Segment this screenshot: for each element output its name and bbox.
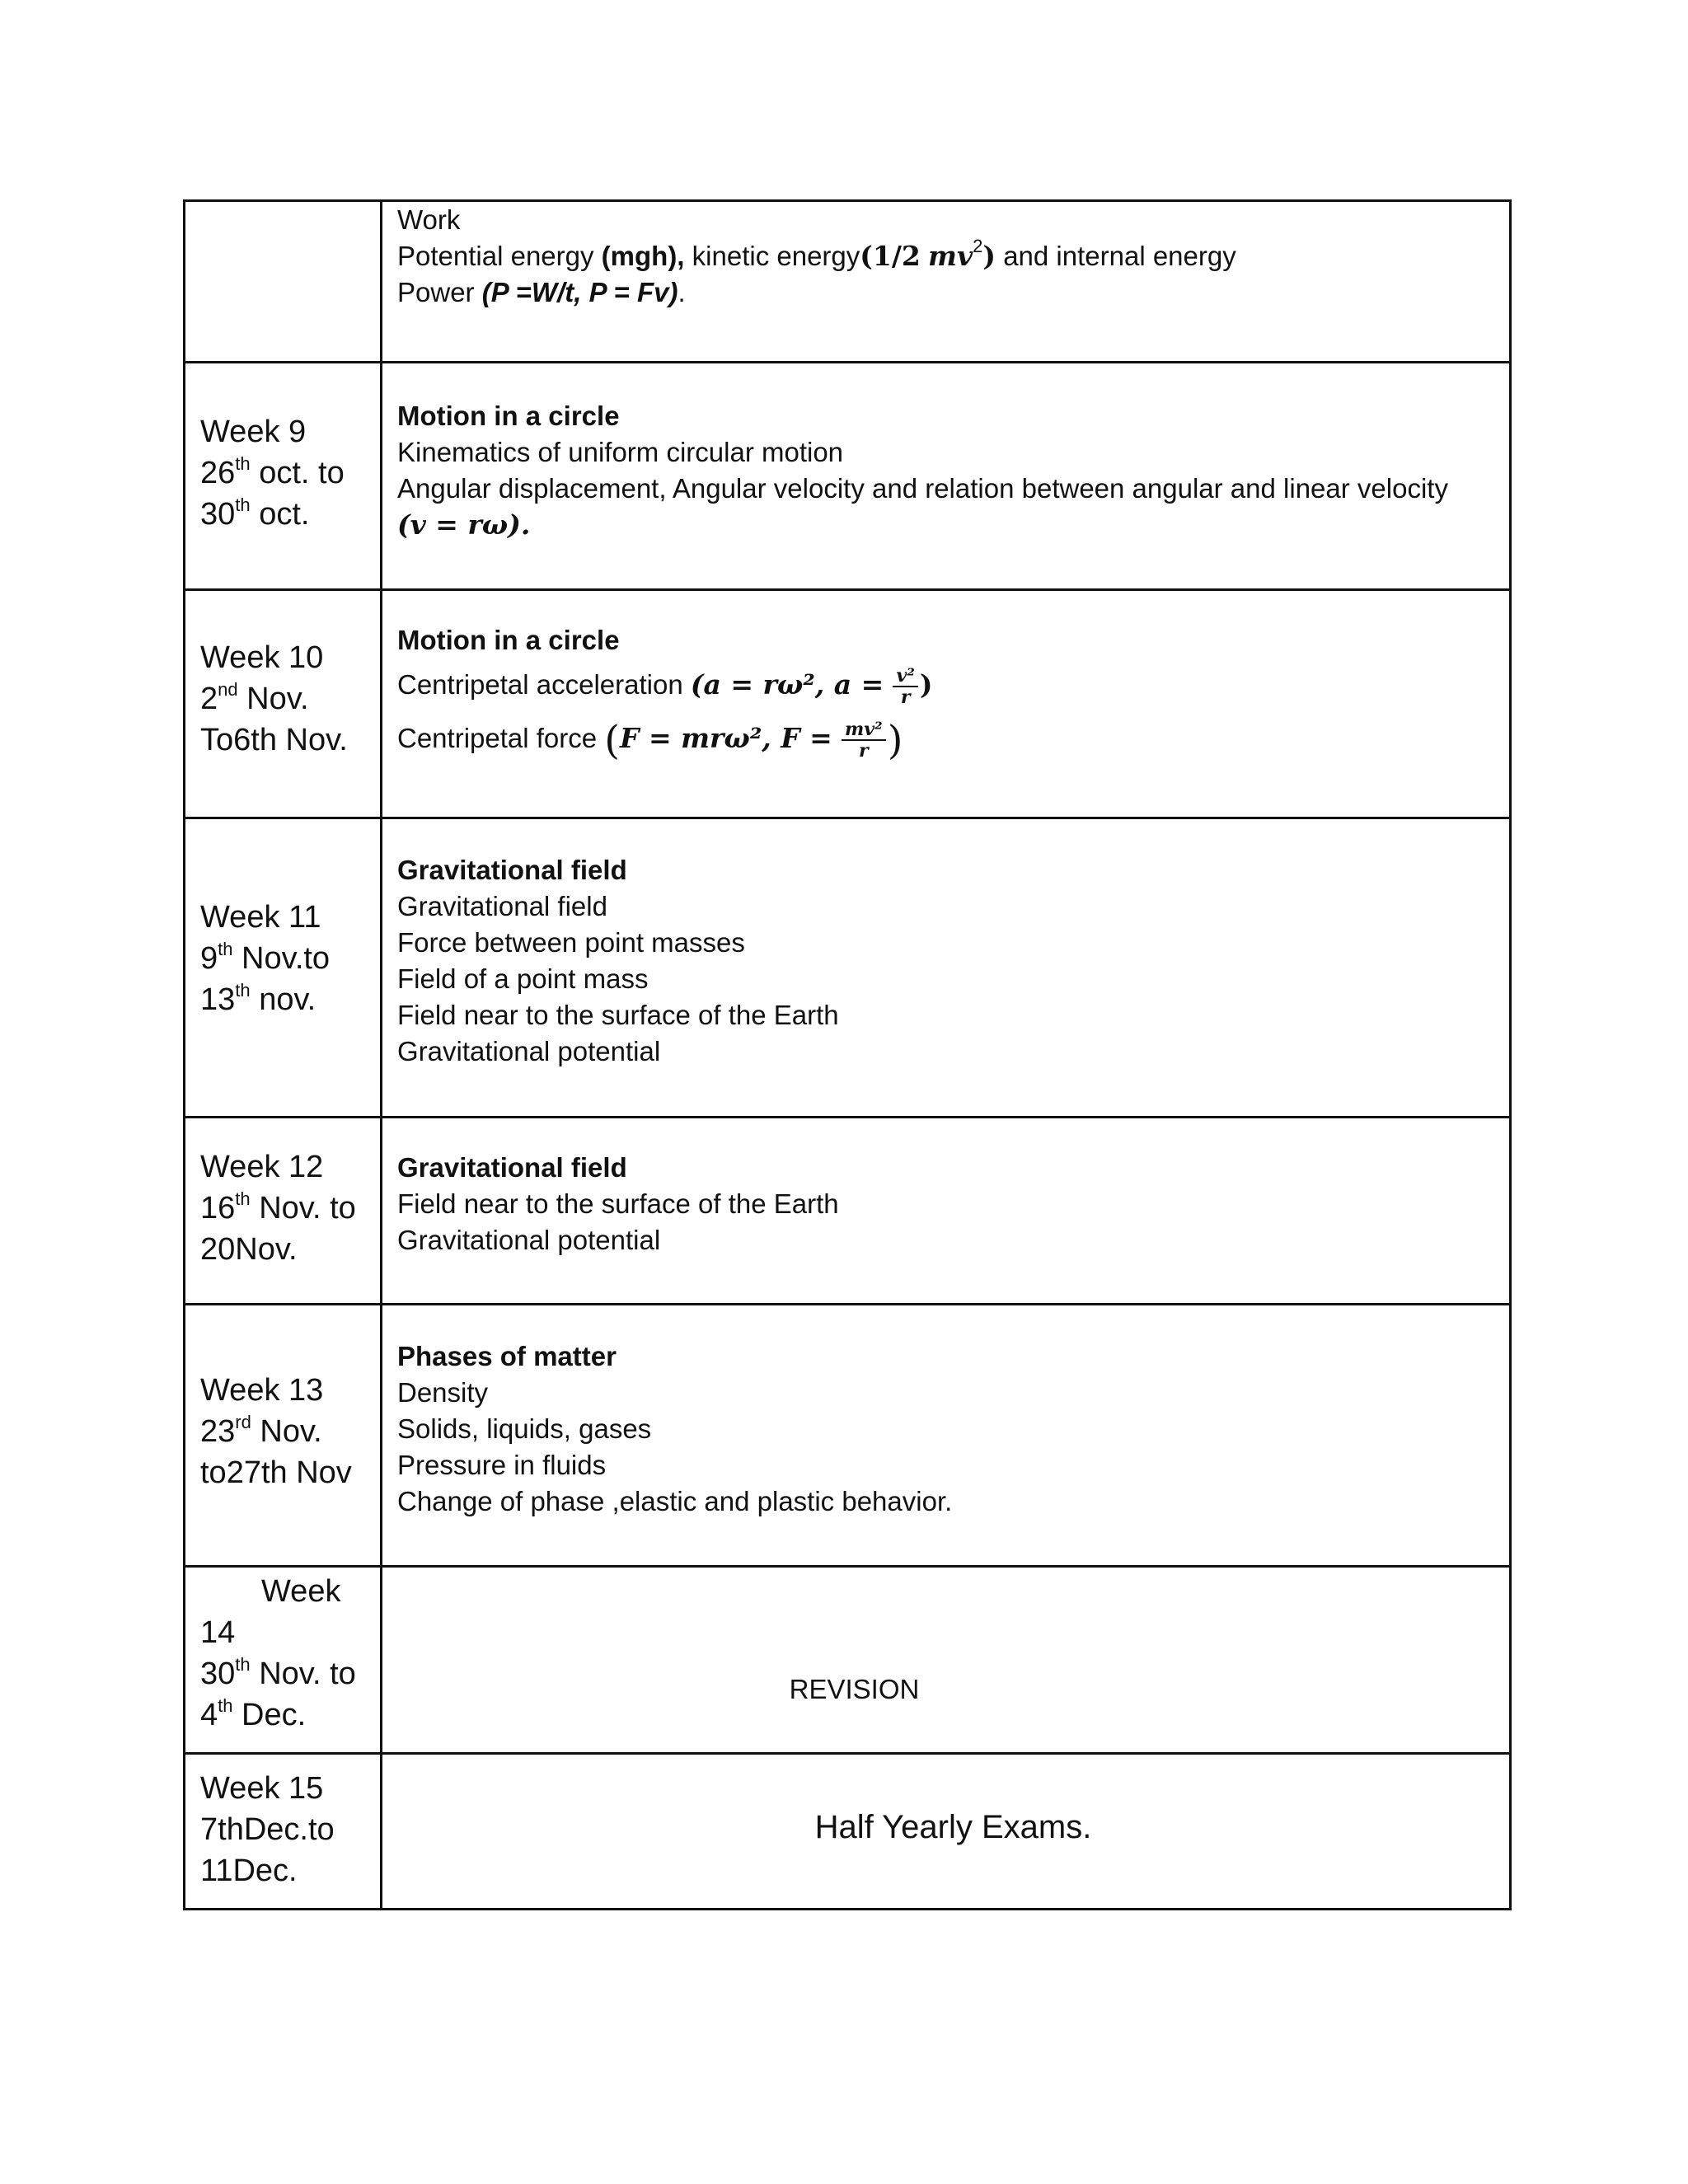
force-formula: F = mrω², F = bbox=[620, 722, 832, 754]
topic-item bbox=[397, 274, 1509, 311]
topics-cell bbox=[382, 1567, 1511, 1754]
accel-formula: (a = rω², a = bbox=[690, 668, 884, 701]
topic-item: Gravitational field bbox=[397, 891, 607, 921]
topic-item: Gravitational potential bbox=[397, 1225, 661, 1255]
week-dates: 4th Dec. bbox=[200, 1695, 307, 1732]
topics-cell bbox=[382, 1118, 1511, 1305]
week-dates: 13th nov. bbox=[200, 980, 316, 1017]
topic-item: Centripetal acceleration (a = rω², a = $\frac{\text{v²}}{r}$ ) bbox=[397, 665, 933, 709]
week-cell bbox=[185, 590, 382, 818]
force-fraction: $\frac{\text{mv²}}{r}$ bbox=[842, 719, 886, 761]
ke-formula-close: ) bbox=[982, 240, 996, 272]
topics-cell bbox=[382, 363, 1511, 590]
week-dates: 20Nov. bbox=[200, 1232, 298, 1267]
table-row bbox=[185, 201, 1511, 363]
power-end: . bbox=[678, 277, 686, 307]
table-row bbox=[185, 818, 1511, 1118]
power-formula: (P =W/t, P = Fv) bbox=[481, 277, 678, 307]
topics-cell bbox=[382, 1305, 1511, 1567]
topic-heading: Gravitational field bbox=[397, 1152, 627, 1183]
topic-item: Pressure in fluids bbox=[397, 1450, 607, 1480]
week-dates: 30th Nov. to bbox=[200, 1654, 356, 1691]
topic-heading: Gravitational field bbox=[397, 855, 627, 885]
week-dates: 30th oct. bbox=[200, 494, 310, 532]
topic-item: Field near to the surface of the Earth bbox=[397, 1000, 839, 1030]
week-dates: 7thDec.to bbox=[200, 1812, 335, 1847]
topic-item: Gravitational potential bbox=[397, 1036, 661, 1066]
topics-cell bbox=[382, 590, 1511, 818]
week-dates: 16th Nov. to bbox=[200, 1188, 356, 1226]
force-label: Centripetal force bbox=[397, 723, 598, 753]
week-label: Week 13 bbox=[200, 1373, 324, 1408]
table-row bbox=[185, 1567, 1511, 1754]
week-cell bbox=[185, 1305, 382, 1567]
week-label: Week 15 bbox=[200, 1771, 324, 1806]
week-dates: 9th Nov.to bbox=[200, 939, 331, 976]
topic-item: Kinematics of uniform circular motion bbox=[397, 437, 844, 467]
accel-label: Centripetal acceleration bbox=[397, 669, 683, 700]
table-row bbox=[185, 1754, 1511, 1910]
week-label: Week bbox=[261, 1574, 341, 1609]
revision-label: REVISION bbox=[789, 1674, 920, 1704]
week-cell bbox=[185, 818, 382, 1118]
week-cell bbox=[185, 1118, 382, 1305]
week-label: Week 9 bbox=[200, 415, 307, 449]
week-cell bbox=[185, 363, 382, 590]
ke-formula-rest: mv bbox=[928, 240, 973, 272]
week-label: Week 10 bbox=[200, 640, 324, 675]
week-dates: to27th Nov bbox=[200, 1455, 352, 1490]
accel-fraction: $\frac{\text{v²}}{r}$ bbox=[893, 666, 917, 707]
week-label: Week 11 bbox=[200, 900, 321, 935]
topics-cell bbox=[382, 1754, 1511, 1910]
topic-heading: Phases of matter bbox=[397, 1341, 617, 1371]
topic-item: Centripetal force (F = mrω², F = $\frac{\text{mv²}}{r}$ ) bbox=[397, 717, 903, 764]
topic-item: Density bbox=[397, 1377, 489, 1408]
ke-formula-open: ( bbox=[860, 240, 873, 272]
week-dates: 11Dec. bbox=[200, 1854, 298, 1888]
power-label: Power bbox=[397, 277, 475, 307]
week-cell bbox=[185, 201, 382, 363]
syllabus-table bbox=[183, 199, 1512, 1910]
week-dates: To6th Nov. bbox=[200, 723, 348, 757]
topic-item: Potential energy (mgh), kinetic energy(1/2 $mv^2$) and internal energy bbox=[397, 236, 1236, 272]
table-row bbox=[185, 1305, 1511, 1567]
topics-cell bbox=[382, 201, 1511, 363]
week-cell bbox=[185, 1567, 382, 1754]
topic-item: Solids, liquids, gases bbox=[397, 1413, 652, 1444]
topic-item: Work bbox=[397, 204, 461, 235]
table-row bbox=[185, 363, 1511, 590]
pe-label: Potential energy bbox=[397, 241, 594, 271]
topic-item: Angular displacement, Angular velocity and relation between angular and linear velocity bbox=[397, 473, 1448, 504]
topic-item: Field near to the surface of the Earth bbox=[397, 1188, 839, 1219]
topics-cell bbox=[382, 818, 1511, 1118]
week-cell bbox=[185, 1754, 382, 1910]
week-dates: 23rd Nov. bbox=[200, 1412, 322, 1449]
topic-formula: (v = rω). bbox=[397, 509, 531, 541]
topic-heading: Motion in a circle bbox=[397, 625, 620, 655]
ie-label: and internal energy bbox=[1003, 241, 1236, 271]
ke-formula-frac: 1/2 bbox=[872, 240, 921, 272]
week-dates: 26th oct. to bbox=[200, 453, 345, 490]
table-row bbox=[185, 590, 1511, 818]
topic-item: Force between point masses bbox=[397, 927, 745, 958]
week-label: 14 bbox=[200, 1615, 236, 1650]
week-label: Week 12 bbox=[200, 1150, 324, 1184]
exams-label: Half Yearly Exams. bbox=[814, 1809, 1092, 1845]
topic-item: Change of phase ,elastic and plastic behavior. bbox=[397, 1486, 953, 1516]
topic-heading: Motion in a circle bbox=[397, 401, 620, 431]
pe-formula: (mgh), bbox=[601, 241, 685, 271]
ke-label: kinetic energy bbox=[692, 241, 860, 271]
table-row bbox=[185, 1118, 1511, 1305]
week-dates: 2nd Nov. bbox=[200, 679, 309, 716]
topic-item: Field of a point mass bbox=[397, 963, 649, 994]
